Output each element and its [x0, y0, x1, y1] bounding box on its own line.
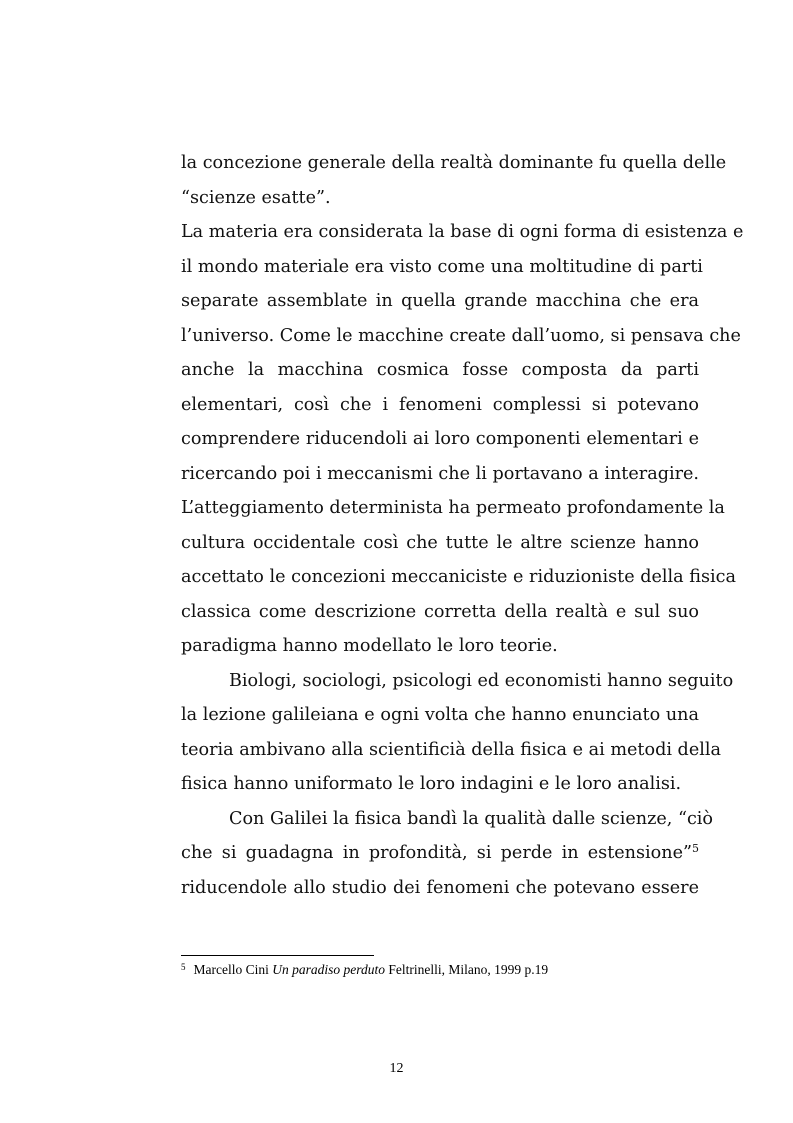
text-line: anche la macchina cosmica fosse composta da parti [181, 360, 699, 380]
text-line: cultura occidentale così che tutte le altre scienze hanno [181, 532, 699, 553]
text-line: accettato le concezioni meccaniciste e riduzioniste della fisica [181, 567, 736, 587]
text-line: L’atteggiamento determinista ha permeato profondamente la [181, 498, 725, 518]
text-line: elementari, così che i fenomeni complessi si potevano [181, 394, 699, 415]
text-line: teoria ambivano alla scientificià della fisica e ai metodi della [181, 739, 721, 760]
footnote-publisher: Feltrinelli, Milano, 1999 p.19 [388, 962, 549, 977]
text-line [181, 836, 699, 871]
text-line: la lezione galileiana e ogni volta che hanno enunciato una [181, 705, 699, 725]
text-line: la concezione generale della realtà dominante fu quella delle [181, 153, 727, 173]
text-line: Con Galilei la fisica bandì la qualità dalle scienze, “ciò [229, 808, 714, 829]
text-line: separate assemblate in quella grande macchina che era [181, 291, 699, 311]
text-line: La materia era considerata la base di ogni forma di esistenza e [181, 222, 744, 242]
text-line: l’universo. Come le macchine create dall’uomo, si pensava che [181, 325, 741, 346]
footnote-number: 5 [181, 962, 186, 972]
text-line: fisica hanno uniformato le loro indagini e le loro analisi. [181, 774, 682, 794]
footnote [181, 962, 548, 978]
text-line: il mondo materiale era visto come una moltitudine di parti [181, 256, 703, 277]
text-line: comprendere riducendoli ai loro componenti elementari e [181, 429, 699, 449]
body-text [181, 146, 744, 905]
text-line-content: che si guadagna in profondità, si perde in estensione” [181, 843, 692, 863]
footnote-author: Marcello Cini [193, 962, 269, 977]
text-line: “scienze esatte”. [181, 187, 331, 208]
text-line: paradigma hanno modellato le loro teorie. [181, 636, 558, 656]
text-line: ricercando poi i meccanismi che li portavano a interagire. [181, 463, 699, 484]
text-line: riducendole allo studio dei fenomeni che potevano essere [181, 877, 699, 898]
text-line: Biologi, sociologi, psicologi ed economisti hanno seguito [229, 670, 734, 691]
page-number: 12 [389, 1061, 404, 1076]
footnote-reference: 5 [692, 842, 699, 855]
text-line: classica come descrizione corretta della realtà e sul suo [181, 601, 699, 622]
footnote-title: Un paradiso perduto [272, 962, 385, 977]
footnote-separator [181, 955, 374, 956]
